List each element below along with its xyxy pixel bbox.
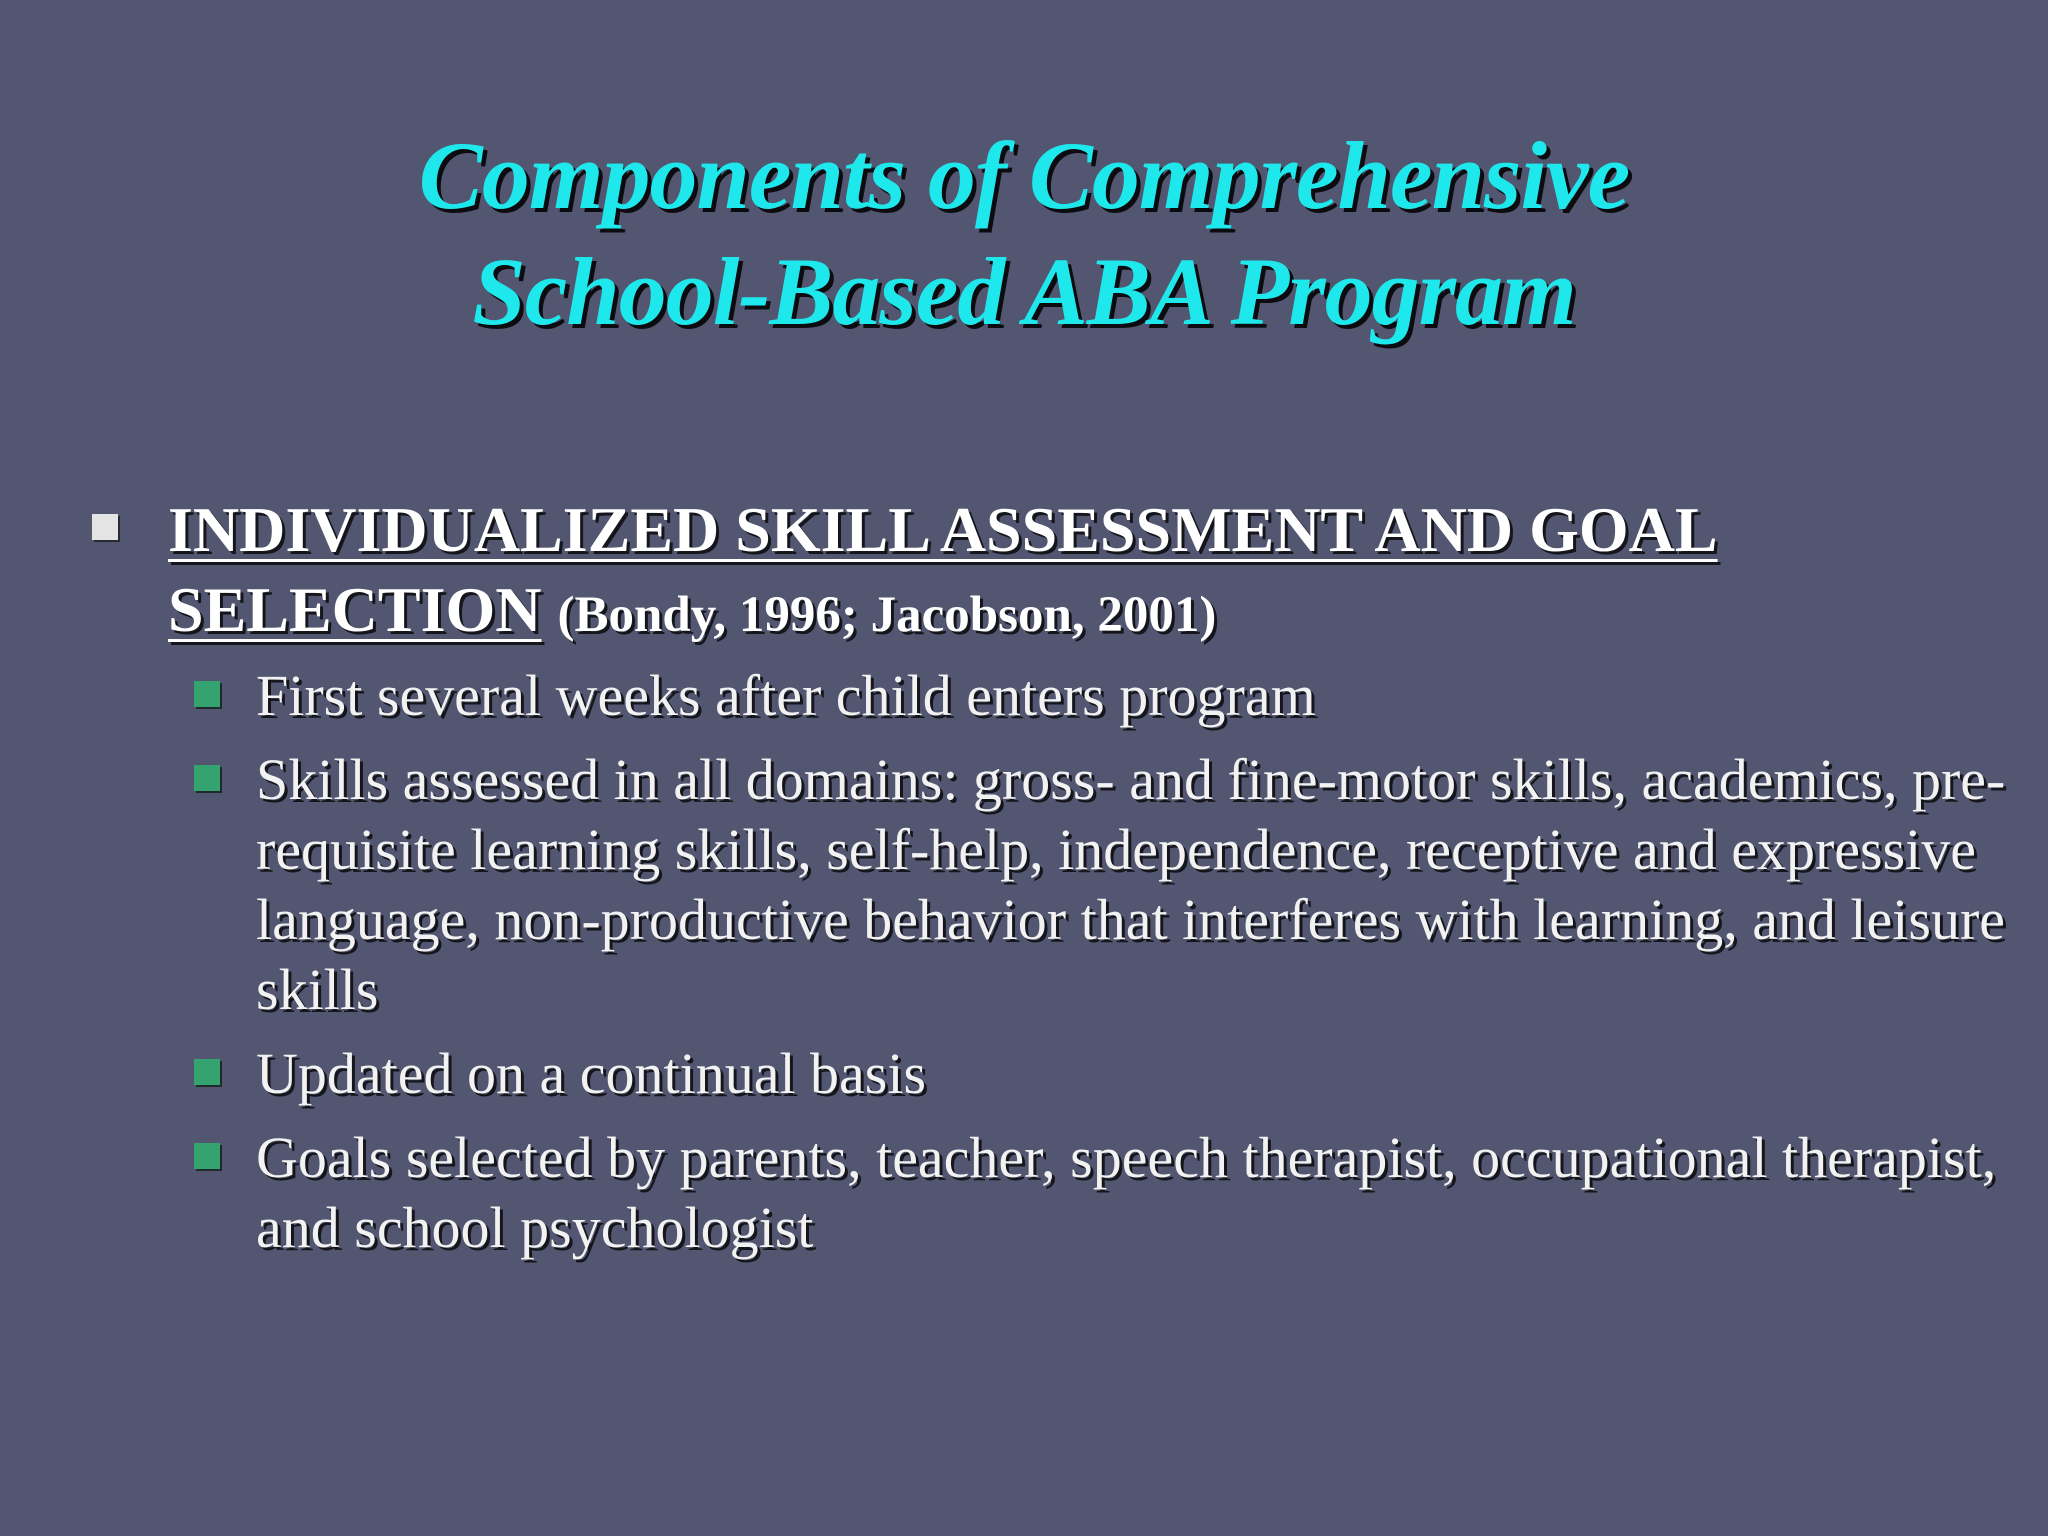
sub-bullet-text: Updated on a continual basis bbox=[256, 1041, 927, 1106]
slide-title bbox=[0, 118, 2048, 350]
sub-bullet-text: Goals selected by parents, teacher, speech therapist, occupational therapist, and school psychologist bbox=[256, 1125, 1997, 1260]
slide-title-line-2: School-Based ABA Program bbox=[472, 238, 1576, 345]
sub-bullet-text: First several weeks after child enters program bbox=[256, 663, 1316, 728]
green-square-bullet-icon bbox=[194, 1143, 220, 1169]
main-bullet-text bbox=[168, 490, 1988, 655]
sub-bullet-item bbox=[256, 1123, 2016, 1263]
main-bullet-heading-line-1: INDIVIDUALIZED SKILL ASSESSMENT AND GOAL bbox=[168, 494, 1718, 565]
main-bullet-heading-line-2: SELECTION bbox=[168, 574, 542, 645]
sub-bullet-list bbox=[256, 661, 2016, 1277]
slide-title-line-1: Components of Comprehensive bbox=[418, 122, 1630, 229]
sub-bullet-item bbox=[256, 1039, 2016, 1109]
green-square-bullet-icon bbox=[194, 765, 220, 791]
green-square-bullet-icon bbox=[194, 1059, 220, 1085]
citation: (Bondy, 1996; Jacobson, 2001) bbox=[557, 587, 1217, 643]
sub-bullet-text: Skills assessed in all domains: gross- and fine-motor skills, academics, pre-requisite learning skills, self-help, independence, receptive and expressive language, non-productive behavior that interferes with learning, and leisure skills bbox=[256, 747, 2006, 1022]
sub-bullet-item bbox=[256, 661, 2016, 731]
sub-bullet-item bbox=[256, 745, 2016, 1025]
green-square-bullet-icon bbox=[194, 681, 220, 707]
square-bullet-icon bbox=[92, 514, 118, 540]
main-bullet-item bbox=[168, 490, 1988, 655]
